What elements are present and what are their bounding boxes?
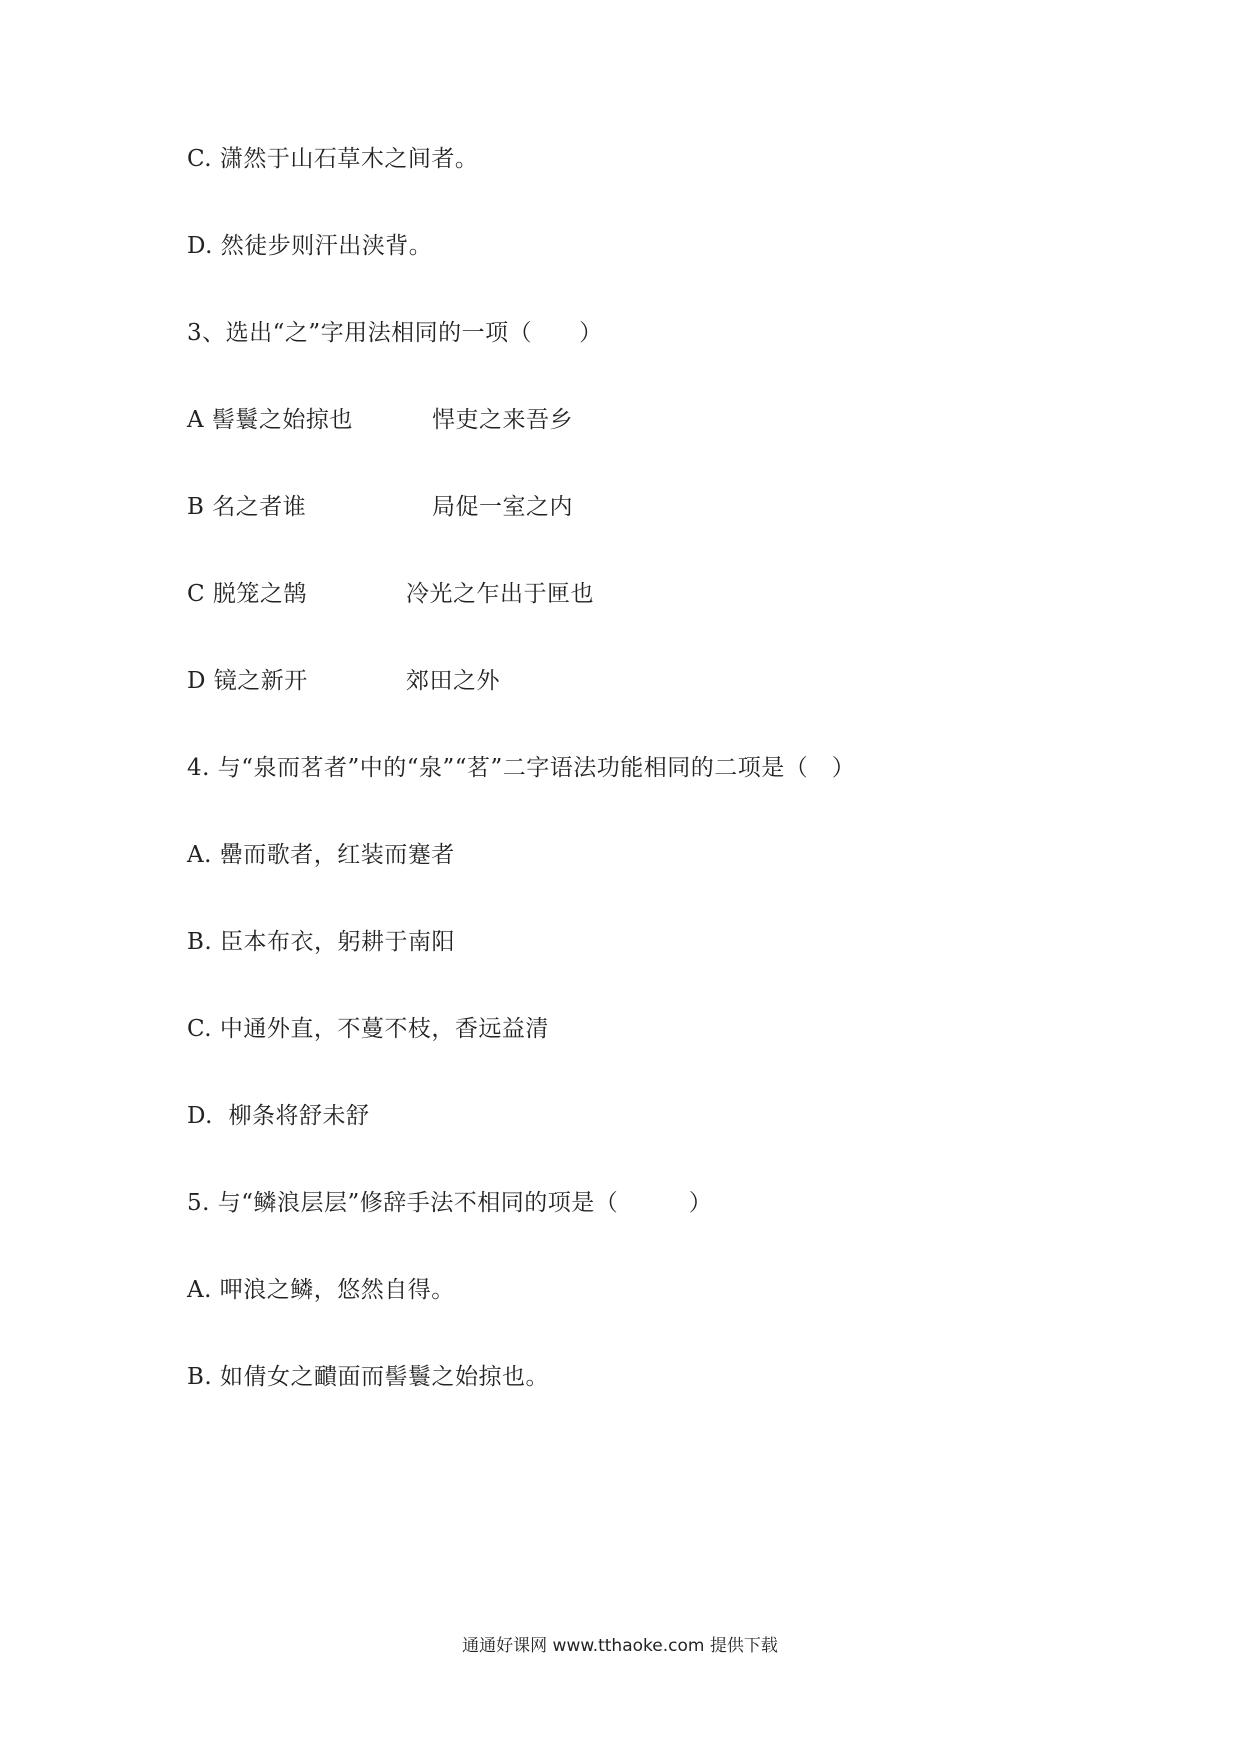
q3-option-c-left: C 脱笼之鹄 — [187, 581, 307, 607]
question-4-stem: 4. 与“泉而茗者”中的“泉”“茗”二字语法功能相同的二项是（ ） — [187, 755, 856, 781]
q5-option-a: A. 呷浪之鳞，悠然自得。 — [187, 1277, 455, 1303]
q2-option-d: D. 然徒步则汗出浃背。 — [187, 233, 433, 259]
q2-option-c: C. 潇然于山石草木之间者。 — [187, 146, 479, 172]
q5-option-b: B. 如倩女之靧面而髻鬟之始掠也。 — [187, 1364, 550, 1390]
q3-option-a-left: A 髻鬟之始掠也 — [187, 407, 353, 433]
q3-option-b-left: B 名之者谁 — [187, 494, 307, 520]
q3-option-b-right: 局促一室之内 — [432, 494, 573, 520]
q3-option-d-left: D 镜之新开 — [187, 668, 308, 694]
q4-option-d: D. 柳条将舒未舒 — [187, 1103, 370, 1129]
q4-option-c: C. 中通外直，不蔓不枝，香远益清 — [187, 1016, 549, 1042]
question-5-stem: 5. 与“鳞浪层层”修辞手法不相同的项是（ ） — [187, 1190, 713, 1216]
page-footer: 通通好课网 www.tthaoke.com 提供下载 — [462, 1636, 778, 1656]
q4-option-b: B. 臣本布衣，躬耕于南阳 — [187, 929, 456, 955]
q3-option-a-right: 悍吏之来吾乡 — [432, 407, 573, 433]
q3-option-c-right: 冷光之乍出于匣也 — [406, 581, 594, 607]
q4-option-a: A. 罍而歌者，红装而蹇者 — [187, 842, 455, 868]
question-3-stem: 3、选出“之”字用法相同的一项（ ） — [187, 320, 603, 346]
q3-option-d-right: 郊田之外 — [406, 668, 500, 694]
